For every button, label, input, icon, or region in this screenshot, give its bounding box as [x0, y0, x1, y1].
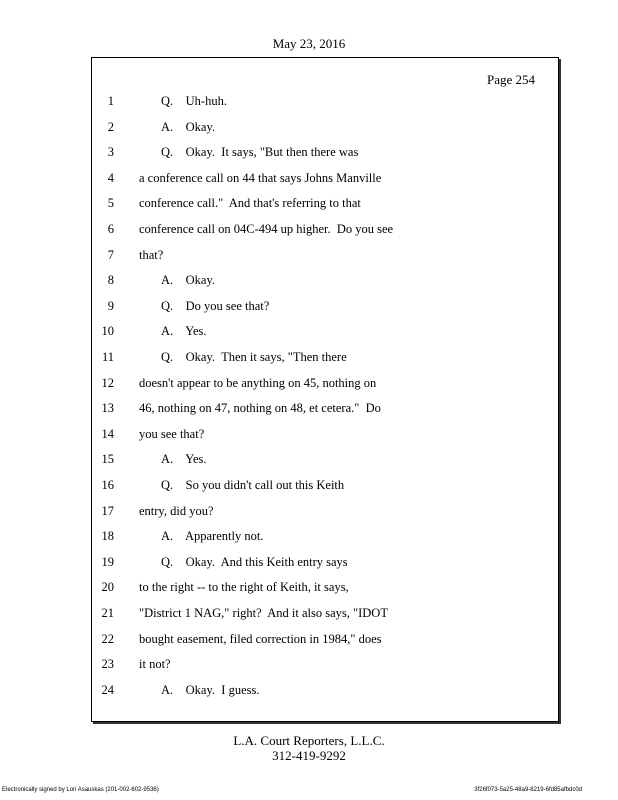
line-number: 4: [107, 170, 114, 185]
transcript-line: [0, 605, 618, 621]
transcript-line: [0, 477, 618, 493]
transcript-line: [0, 93, 618, 109]
line-number: 16: [101, 478, 114, 492]
line-text: Q. Okay. It says, "But then there was: [161, 145, 359, 160]
transcript-line: [0, 656, 618, 672]
line-text: A. Okay. I guess.: [161, 682, 260, 697]
transcript-line: [0, 272, 618, 288]
transcript-line: [0, 195, 618, 211]
line-number: 9: [107, 298, 114, 313]
transcript-line: [0, 579, 618, 595]
line-text: conference call." And that's referring to that: [139, 196, 361, 211]
line-text: doesn't appear to be anything on 45, nothing on: [139, 375, 377, 390]
line-number: 10: [101, 324, 114, 339]
line-number: 18: [101, 529, 114, 544]
line-number: 7: [107, 247, 114, 262]
page-number: Page 254: [487, 72, 536, 87]
line-number: 1: [107, 94, 114, 108]
footer-company: L.A. Court Reporters, L.L.C.: [233, 733, 385, 748]
line-number: 8: [107, 273, 114, 288]
line-number: 21: [101, 606, 114, 620]
line-text: to the right -- to the right of Keith, it says,: [139, 580, 349, 595]
line-text: Q. Uh-huh.: [161, 94, 227, 108]
line-text: A. Okay.: [161, 119, 216, 134]
line-number: 2: [107, 119, 114, 134]
line-number: 22: [101, 631, 114, 646]
signature-right: 3f26f073-5a25-48a9-8219-6fd85afbdc0d: [474, 787, 582, 793]
line-text: A. Yes.: [161, 324, 207, 339]
transcript-line: [0, 247, 618, 263]
line-text: Q. Okay. Then it says, "Then there: [161, 350, 347, 364]
line-text: 46, nothing on 47, nothing on 48, et cetera." Do: [139, 401, 381, 416]
line-text: a conference call on 44 that says Johns Manville: [139, 170, 382, 185]
line-text: A. Yes.: [161, 452, 207, 467]
line-text: "District 1 NAG," right? And it also says, "IDOT: [139, 606, 388, 620]
transcript-line: [0, 323, 618, 339]
transcript-line: [0, 631, 618, 647]
transcript-line: [0, 426, 618, 442]
line-text: it not?: [139, 657, 171, 672]
line-text: Q. Do you see that?: [161, 298, 270, 313]
transcript-line: [0, 221, 618, 237]
signature-left: Electronically signed by Lori Asauskas (201-002-602-9536): [2, 787, 159, 793]
line-text: bought easement, filed correction in 1984," does: [139, 631, 382, 646]
transcript-line: [0, 451, 618, 467]
line-number: 13: [101, 401, 114, 416]
transcript-line: [0, 375, 618, 391]
line-number: 11: [101, 350, 114, 364]
line-text: you see that?: [139, 426, 205, 441]
line-number: 12: [101, 375, 114, 390]
transcript-line: [0, 682, 618, 698]
line-number: 14: [101, 426, 114, 441]
line-text: Q. Okay. And this Keith entry says: [161, 554, 348, 569]
line-text: Q. So you didn't call out this Keith: [161, 478, 345, 492]
line-number: 17: [101, 503, 114, 518]
line-text: that?: [139, 247, 164, 262]
line-number: 15: [101, 452, 114, 467]
line-text: conference call on 04C-494 up higher. Do you see: [139, 222, 394, 236]
footer-phone: 312-419-9292: [272, 748, 346, 763]
line-number: 5: [107, 196, 114, 211]
line-number: 3: [107, 145, 114, 160]
transcript-line: [0, 349, 618, 365]
line-number: 6: [107, 222, 114, 236]
line-number: 19: [101, 554, 114, 569]
transcript-line: [0, 400, 618, 416]
line-text: entry, did you?: [139, 503, 214, 518]
transcript-line: [0, 170, 618, 186]
transcript-line: [0, 503, 618, 519]
transcript-line: [0, 144, 618, 160]
line-text: A. Apparently not.: [161, 529, 264, 544]
line-number: 23: [101, 657, 114, 672]
line-number: 20: [101, 580, 114, 595]
transcript-line: [0, 298, 618, 314]
transcript-line: [0, 119, 618, 135]
line-number: 24: [101, 682, 114, 697]
header-date: May 23, 2016: [272, 36, 346, 51]
line-text: A. Okay.: [161, 273, 216, 288]
transcript-line: [0, 554, 618, 570]
transcript-line: [0, 528, 618, 544]
